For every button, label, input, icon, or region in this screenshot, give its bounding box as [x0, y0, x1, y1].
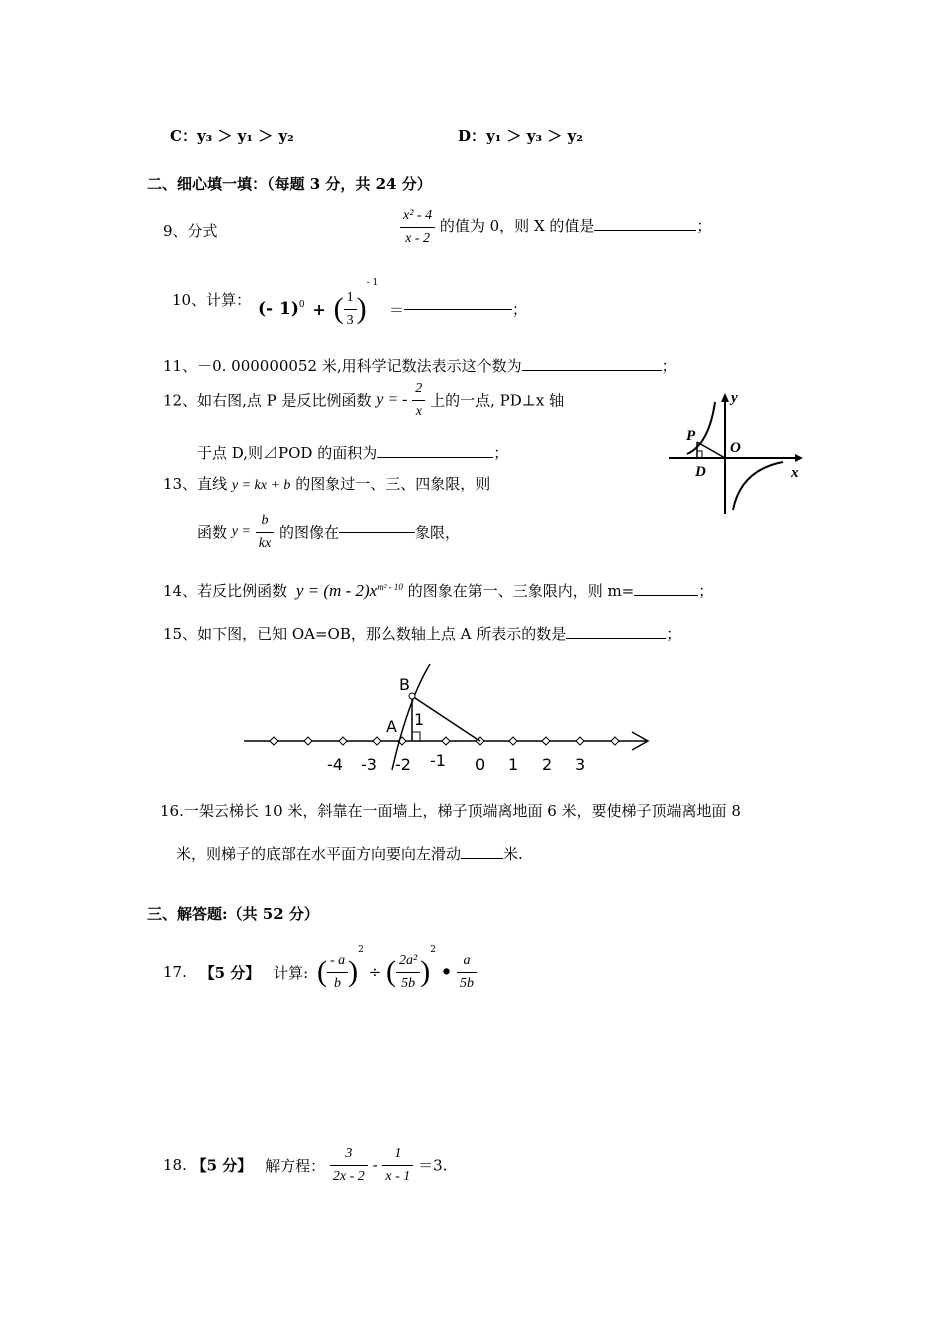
- q12-segment-po: [697, 442, 725, 458]
- q9-number: 9、分式: [163, 222, 218, 240]
- q10-answer-blank[interactable]: [404, 309, 512, 310]
- q10-number: 10、计算：: [172, 291, 252, 309]
- q12-line1: 12、如右图,点 P 是反比例函数 y = - $\frac{2}{x}$ 上的一点, PD⊥x 轴: [163, 381, 565, 419]
- q17-fraction-2: $\frac{\text{2a²}}{5b}$: [396, 952, 420, 992]
- q12-label-x: x: [791, 465, 799, 481]
- q15-marker: [509, 737, 517, 745]
- q15-tick-label: 0: [475, 755, 486, 774]
- q15-tick-label: -2: [395, 755, 411, 774]
- q12-hyperbola-figure: [665, 388, 810, 518]
- q11: 11、－0. 000000052 米,用科学记数法表示这个数为 ；: [163, 357, 677, 375]
- q14-answer-blank[interactable]: [634, 595, 698, 596]
- q13-fraction: $\frac{b}{kx}$: [256, 512, 274, 552]
- q17-fraction-3: $\frac{a}{5b}$: [457, 952, 477, 992]
- q15: 15、如下图，已知 OA=OB，那么数轴上点 A 所表示的数是 ；: [163, 625, 682, 643]
- q17: 17. 【5 分】 计算: ( $\frac{- a}{b}$ )$^2$ ÷ ( $\frac{\text{2a²}}{5b}$ )$^2$ • $\frac{a}{5b}$: [163, 945, 477, 992]
- option-c: C：y₃ ＞ y₁ ＞ y₂: [170, 127, 294, 145]
- q15-marker: [542, 737, 550, 745]
- q12-line2: 于点 D,则⊿POD 的面积为 ；: [197, 444, 509, 462]
- q15-label-b: B: [399, 675, 410, 694]
- option-d: D：y₁ ＞ y₃ ＞ y₂: [458, 127, 583, 145]
- q15-marker: [373, 737, 381, 745]
- q16-line2: 米，则梯子的底部在水平面方向要向左滑动 米.: [176, 845, 523, 863]
- q15-tick-label: -3: [361, 755, 377, 774]
- q15-marker: [576, 737, 584, 745]
- q12-x-axis-arrow: [795, 454, 803, 462]
- q15-number-line-figure: [240, 660, 660, 780]
- q16-line1: 16.一架云梯长 10 米，斜靠在一面墙上，梯子顶端离地面 6 米，要使梯子顶端离地面 8: [160, 802, 741, 820]
- q13-answer-blank[interactable]: [339, 532, 415, 533]
- q17-fraction-1: $\frac{- a}{b}$: [327, 952, 348, 992]
- q15-marker: [339, 737, 347, 745]
- q18: 18. 【5 分】 解方程： $\frac{3}{2x - 2}$ - $\frac{1}{x - 1}$ ＝3.: [163, 1146, 448, 1184]
- section-3-heading: 三、解答题:（共 52 分）: [147, 905, 319, 923]
- q15-tick-label: 2: [542, 755, 553, 774]
- q15-answer-blank[interactable]: [566, 638, 666, 639]
- q9-fraction: $\frac{\text{x² - 4}}{x - 2}$: [400, 207, 435, 247]
- q15-tick-label: -1: [430, 751, 446, 770]
- q15-tick-label: 1: [508, 755, 519, 774]
- q15-marker: [304, 737, 312, 745]
- q9-answer-blank[interactable]: [594, 230, 696, 231]
- q12-label-d: D: [695, 464, 706, 480]
- q15-marker: [442, 737, 450, 745]
- q15-marker: [611, 737, 619, 745]
- q15-tick-label: 3: [575, 755, 586, 774]
- q12-label-p: P: [686, 428, 696, 444]
- q15-tick-label: -4: [327, 755, 343, 774]
- q12-fraction: $\frac{2}{x}$: [412, 380, 425, 420]
- q18-fraction-1: $\frac{3}{2x - 2}$: [330, 1145, 368, 1185]
- q12-curve-quadrant-4: [733, 462, 783, 510]
- q10-body: (- 1)$^0$ + ( $\frac{1}{3}$ )$^{- 1}$ ＝ ；: [258, 278, 528, 328]
- q15-label-1: 1: [414, 710, 425, 729]
- q12-label-y: y: [731, 390, 738, 406]
- q15-right-angle-mark: [412, 732, 420, 741]
- q12-label-o: O: [730, 440, 741, 456]
- q18-fraction-2: $\frac{1}{x - 1}$: [382, 1145, 413, 1185]
- q16-answer-blank[interactable]: [461, 858, 503, 859]
- q14: 14、若反比例函数 $y = (m - 2)x^{m^2 - 10}$ 的图象在第一、三象限内，则 m= ；: [163, 581, 714, 600]
- q13-line1: 13、直线 y = kx + b 的图象过一、三、四象限，则: [163, 475, 491, 493]
- q15-marker: [270, 737, 278, 745]
- q11-answer-blank[interactable]: [522, 370, 662, 371]
- q9-body: $\frac{\text{x² - 4}}{x - 2}$ 的值为 0，则 X 的值是 ；: [400, 207, 711, 247]
- q12-y-axis-arrow: [721, 393, 729, 402]
- q15-label-a: A: [386, 717, 397, 736]
- q10-fraction: $\frac{1}{3}$: [344, 289, 357, 329]
- q12-answer-blank[interactable]: [377, 457, 493, 458]
- section-2-heading: 二、细心填一填：（每题 3 分，共 24 分）: [147, 175, 432, 193]
- q13-line2: 函数 y = $\frac{b}{kx}$ 的图像在 象限，: [197, 513, 460, 551]
